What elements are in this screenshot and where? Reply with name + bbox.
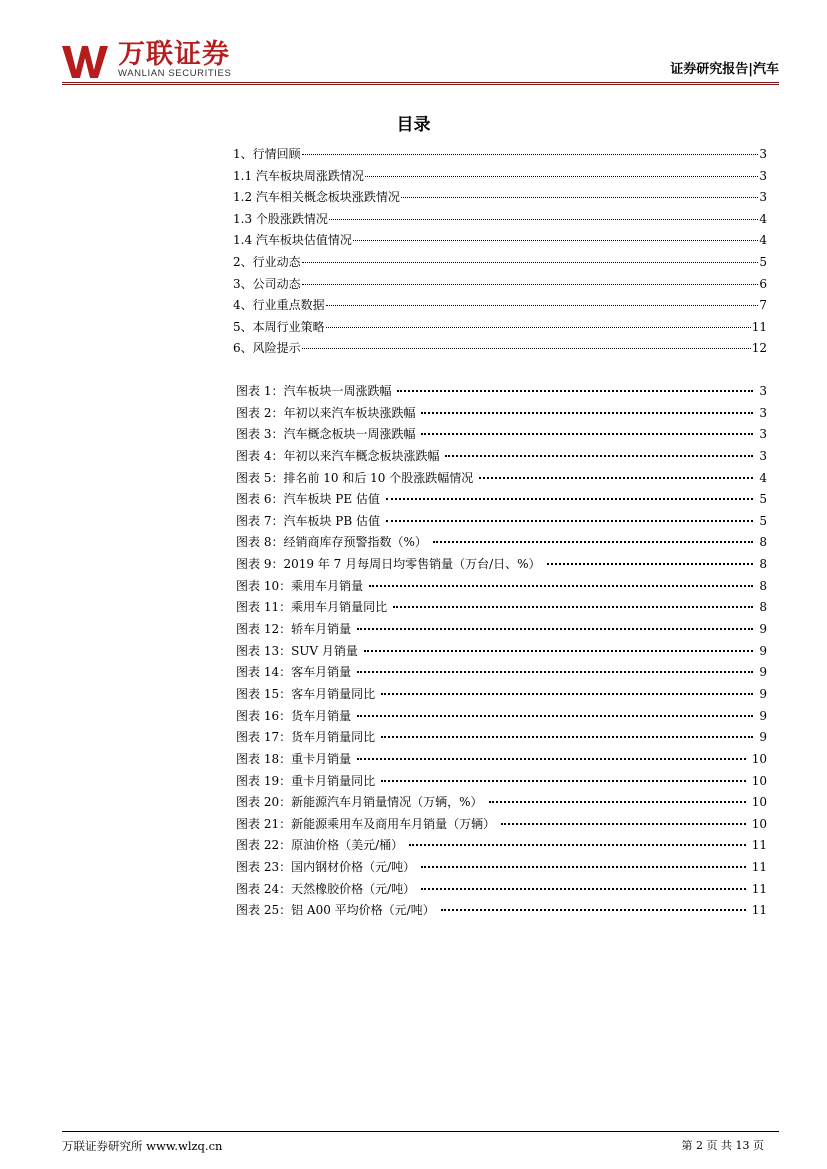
dot-leader — [501, 823, 746, 825]
figure-entry-page: 11 — [751, 860, 767, 875]
figure-entry-page: 3 — [759, 427, 767, 442]
figure-entry[interactable] — [236, 597, 767, 619]
toc-entry-page: 11 — [751, 319, 767, 334]
figure-entry[interactable] — [236, 468, 767, 490]
figure-entry[interactable] — [236, 749, 767, 771]
logo-english-name: WANLIAN SECURITIES — [118, 68, 232, 79]
footer-institute: 万联证券研究所 www.wlzq.cn — [62, 1139, 223, 1153]
toc-entry-page: 12 — [751, 341, 767, 356]
toc-entry-label: 6、风险提示 — [233, 341, 301, 356]
figure-entry-label: 图表 4：年初以来汽车概念板块涨跌幅 — [236, 448, 440, 463]
dot-leader — [302, 154, 759, 155]
toc-entry-label: 1.1 汽车板块周涨跌情况 — [233, 168, 364, 183]
toc-entry-page: 4 — [759, 233, 767, 248]
figure-entry-page: 9 — [759, 708, 767, 723]
dot-leader — [365, 176, 758, 177]
dot-leader — [401, 197, 758, 198]
dot-leader — [357, 758, 746, 760]
figure-entry[interactable] — [236, 403, 767, 425]
figure-entry-page: 8 — [759, 578, 767, 593]
figure-entry[interactable] — [236, 641, 767, 663]
toc-entry-label: 3、公司动态 — [233, 276, 301, 291]
dot-leader — [381, 780, 746, 782]
dot-leader — [397, 390, 753, 392]
dot-leader — [421, 888, 746, 890]
figure-entry-label: 图表 8：经销商库存预警指数（%） — [236, 535, 427, 550]
toc-entry[interactable] — [233, 209, 767, 231]
figure-entry[interactable] — [236, 424, 767, 446]
figure-entry-label: 图表 13：SUV 月销量 — [236, 643, 358, 658]
dot-leader — [421, 433, 753, 435]
figure-entry-label: 图表 18：重卡月销量 — [236, 751, 352, 766]
dot-leader — [326, 327, 751, 328]
figure-entry-page: 3 — [759, 384, 767, 398]
toc-entry[interactable] — [233, 252, 767, 274]
dot-leader — [489, 801, 746, 803]
figure-entry-page: 8 — [759, 600, 767, 615]
figure-entry-label: 图表 11：乘用车月销量同比 — [236, 600, 388, 615]
figure-entry-page: 10 — [751, 816, 767, 831]
figure-entry[interactable] — [236, 381, 767, 403]
figure-entry[interactable] — [236, 511, 767, 533]
dot-leader — [329, 219, 758, 220]
dot-leader — [326, 305, 759, 306]
dot-leader — [386, 498, 753, 500]
dot-leader — [357, 715, 753, 717]
toc-list — [233, 144, 767, 360]
figure-entry-page: 8 — [759, 557, 767, 572]
figure-entry-page: 3 — [759, 405, 767, 420]
dot-leader — [302, 348, 751, 349]
dot-leader — [441, 909, 746, 911]
figure-entry-page: 8 — [759, 535, 767, 550]
figure-entry-label: 图表 9：2019 年 7 月每周日均零售销量（万台/日、%） — [236, 557, 541, 572]
dot-leader — [302, 284, 759, 285]
toc-entry-label: 4、行业重点数据 — [233, 298, 325, 313]
figure-entry-label: 图表 7：汽车板块 PB 估值 — [236, 513, 380, 528]
figure-entry[interactable] — [236, 662, 767, 684]
figure-entry-label: 图表 10：乘用车月销量 — [236, 578, 364, 593]
figure-entry-page: 4 — [759, 470, 767, 485]
figure-entry-label: 图表 2：年初以来汽车板块涨跌幅 — [236, 405, 416, 420]
dot-leader — [445, 455, 753, 457]
figure-entry[interactable] — [236, 706, 767, 728]
dot-leader — [302, 262, 759, 263]
figure-entry-page: 9 — [759, 665, 767, 680]
toc-entry[interactable] — [233, 230, 767, 252]
dot-leader — [364, 650, 753, 652]
figure-entry-label: 图表 21：新能源乘用车及商用车月销量（万辆） — [236, 816, 496, 831]
toc-entry-page: 5 — [759, 254, 767, 269]
toc-entry-page: 6 — [759, 276, 767, 291]
figure-entry[interactable] — [236, 879, 767, 901]
figure-entry-page: 9 — [759, 730, 767, 745]
figure-entry[interactable] — [236, 532, 767, 554]
figure-entry-page: 9 — [759, 643, 767, 658]
figure-entry[interactable] — [236, 489, 767, 511]
figure-entry-page: 11 — [751, 838, 767, 853]
toc-entry[interactable] — [233, 338, 767, 360]
toc-entry-label: 5、本周行业策略 — [233, 319, 325, 334]
dot-leader — [369, 585, 753, 587]
toc-entry-page: 7 — [759, 298, 767, 313]
figure-entry-label: 图表 22：原油价格（美元/桶） — [236, 838, 404, 853]
figure-entry-page: 10 — [751, 773, 767, 788]
figure-entry-label: 图表 20：新能源汽车月销量情况（万辆，%） — [236, 795, 483, 810]
report-type: 证券研究报告|汽车 — [670, 62, 779, 77]
figure-entry-page: 9 — [759, 622, 767, 637]
figure-entry-label: 图表 25：铝 A00 平均价格（元/吨） — [236, 903, 435, 918]
header-divider — [62, 82, 779, 83]
figure-entry-page: 5 — [759, 513, 767, 528]
figure-entry-label: 图表 15：客车月销量同比 — [236, 686, 376, 701]
toc-entry-label: 1.3 个股涨跌情况 — [233, 211, 328, 226]
dot-leader — [409, 844, 746, 846]
figure-entry[interactable] — [236, 835, 767, 857]
figure-entry-label: 图表 5：排名前 10 和后 10 个股涨跌幅情况 — [236, 470, 474, 485]
toc-entry-label: 1.4 汽车板块估值情况 — [233, 233, 352, 248]
figure-entry-page: 5 — [759, 492, 767, 507]
dot-leader — [547, 563, 754, 565]
toc-entry[interactable] — [233, 274, 767, 296]
figure-entry-label: 图表 23：国内钢材价格（元/吨） — [236, 860, 416, 875]
toc-entry-label: 2、行业动态 — [233, 254, 301, 269]
dot-leader — [353, 240, 758, 241]
dot-leader — [381, 736, 753, 738]
toc-entry[interactable] — [233, 187, 767, 209]
figure-entry[interactable] — [236, 554, 767, 576]
toc-title: 目录 — [396, 115, 431, 135]
toc-entry-label: 1、行情回顾 — [233, 147, 301, 161]
figure-entry[interactable] — [236, 857, 767, 879]
toc-entry[interactable] — [233, 166, 767, 188]
figure-entry-label: 图表 3：汽车概念板块一周涨跌幅 — [236, 427, 416, 442]
figure-entry-page: 9 — [759, 686, 767, 701]
figure-entry[interactable] — [236, 771, 767, 793]
figure-entry-label: 图表 6：汽车板块 PE 估值 — [236, 492, 380, 507]
dot-leader — [421, 412, 753, 414]
logo-chinese-name: 万联证券 — [118, 39, 230, 70]
figure-entry[interactable] — [236, 814, 767, 836]
figure-entry-page: 10 — [751, 795, 767, 810]
dot-leader — [421, 866, 746, 868]
toc-entry[interactable] — [233, 144, 767, 166]
page-number: 第 2 页 共 13 页 — [681, 1139, 764, 1152]
header-divider-secondary — [62, 84, 779, 85]
toc-entry-page: 3 — [759, 147, 767, 161]
figure-entry-page: 11 — [751, 881, 767, 896]
page-header — [62, 36, 779, 82]
figure-entry[interactable] — [236, 576, 767, 598]
wanlian-logo-icon — [62, 44, 108, 78]
figure-entry[interactable] — [236, 619, 767, 641]
dot-leader — [357, 671, 753, 673]
figure-entry[interactable] — [236, 684, 767, 706]
figure-entry[interactable] — [236, 446, 767, 468]
figure-entry[interactable] — [236, 900, 767, 922]
toc-entry-page: 4 — [759, 211, 767, 226]
toc-entry[interactable] — [233, 317, 767, 339]
toc-entry-label: 1.2 汽车相关概念板块涨跌情况 — [233, 190, 400, 205]
figure-entry-label: 图表 1：汽车板块一周涨跌幅 — [236, 384, 392, 398]
toc-entry-page: 3 — [759, 190, 767, 205]
figure-entry-label: 图表 14：客车月销量 — [236, 665, 352, 680]
figure-entry-label: 图表 12：轿车月销量 — [236, 622, 352, 637]
figure-entry[interactable] — [236, 792, 767, 814]
dot-leader — [433, 541, 754, 543]
figure-entry-label: 图表 24：天然橡胶价格（元/吨） — [236, 881, 416, 896]
toc-entry[interactable] — [233, 295, 767, 317]
figure-entry-page: 10 — [751, 751, 767, 766]
toc-entry-page: 3 — [759, 168, 767, 183]
dot-leader — [393, 606, 753, 608]
figure-entry-label: 图表 19：重卡月销量同比 — [236, 773, 376, 788]
dot-leader — [386, 520, 753, 522]
dot-leader — [479, 477, 753, 479]
figure-entry[interactable] — [236, 727, 767, 749]
figure-entry-page: 3 — [759, 448, 767, 463]
footer-divider — [62, 1131, 779, 1132]
dot-leader — [381, 693, 753, 695]
figure-list — [236, 381, 767, 922]
figure-entry-label: 图表 16：货车月销量 — [236, 708, 352, 723]
figure-entry-page: 11 — [751, 903, 767, 918]
figure-entry-label: 图表 17：货车月销量同比 — [236, 730, 376, 745]
dot-leader — [357, 628, 753, 630]
